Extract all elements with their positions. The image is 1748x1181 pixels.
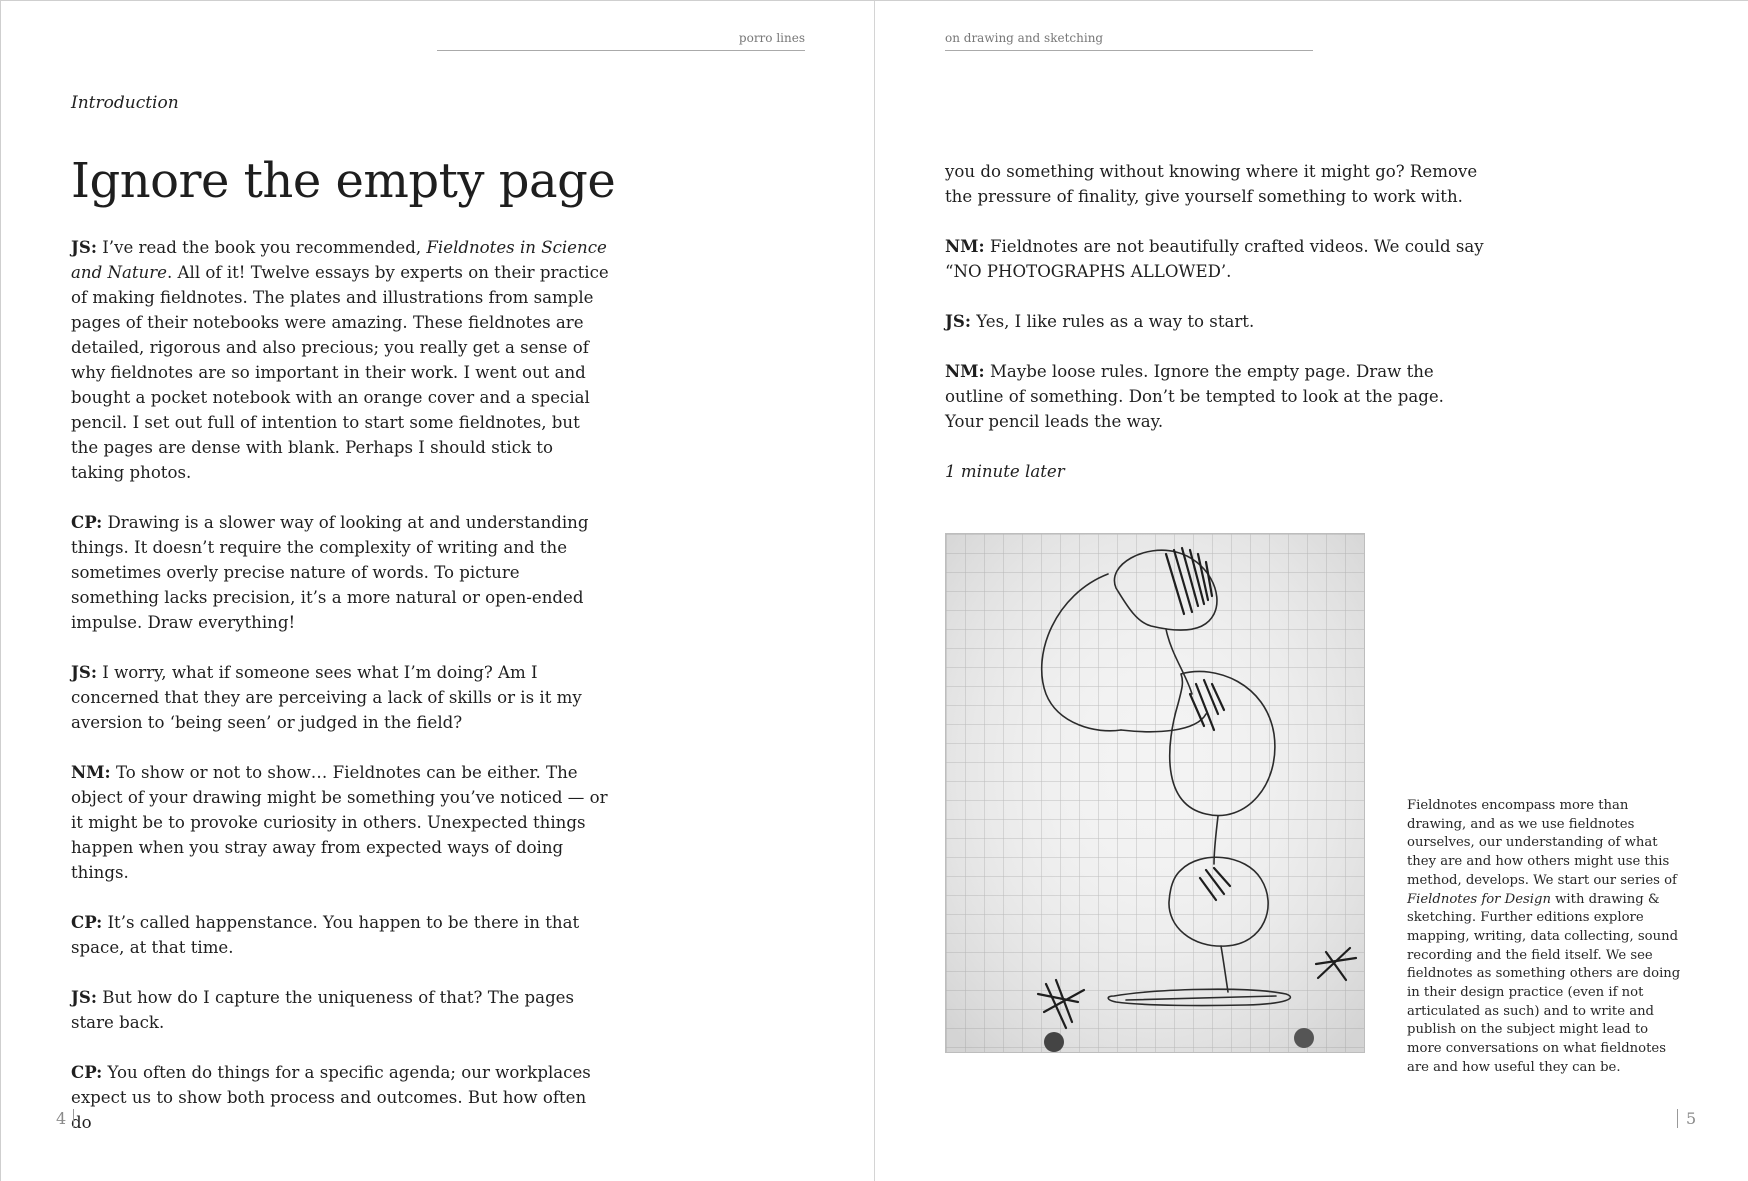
sidenote	[1407, 797, 1683, 1078]
speaker-label: NM:	[945, 236, 985, 256]
paragraph-text: . All of it! Twelve essays by experts on their practice of making fieldnotes. The plates and illustrations from sample pages of their notebooks were amazing. These fieldnotes are detailed, rigorous and also precious; you really get a sense of why fieldnotes are so important in their work. I went out and bought a pocket notebook with an orange cover and a special pencil. I set out full of intention to start some fieldnotes, but the pages are dense with blank. Perhaps I should stick to taking photos.	[71, 263, 609, 482]
sidenote-text: with drawing & sketching. Further editions explore mapping, writing, data collecting, sound recording and the field itself. We see fieldnotes as something others are doing in their design practice (even if not articulated as such) and to write and publish on the subject might lead to more conversations on what fieldnotes are and how useful they can be.	[1407, 891, 1681, 1075]
running-head-right: on drawing and sketching	[945, 31, 1313, 51]
left-page	[1, 1, 875, 1181]
paragraph-text: Maybe loose rules. Ignore the empty page. Draw the outline of something. Don’t be tempted to look at the page. Your pencil leads the way.	[945, 362, 1444, 431]
speaker-label: JS:	[71, 237, 97, 257]
series-title: Fieldnotes for Design	[1407, 891, 1551, 907]
paragraph	[71, 660, 611, 735]
speaker-label: JS:	[71, 987, 97, 1007]
page-number-left: 4	[56, 1109, 74, 1128]
paragraph	[945, 309, 1485, 334]
speaker-label: JS:	[945, 311, 971, 331]
right-page	[875, 1, 1748, 1181]
speaker-label: CP:	[71, 912, 103, 932]
page-title: Ignore the empty page	[71, 153, 616, 209]
paragraph	[71, 910, 611, 960]
paragraph	[71, 235, 611, 485]
paragraph-text: I’ve read the book you recommended,	[96, 238, 427, 257]
paragraph	[71, 1060, 611, 1135]
speaker-label: CP:	[71, 512, 103, 532]
paragraph	[945, 234, 1485, 284]
paragraph-text: Drawing is a slower way of looking at and understanding things. It doesn’t require the complexity of writing and the sometimes overly precise nature of words. To picture something lacks precision, it’s a more natural or open-ended impulse. Draw everything!	[71, 513, 589, 632]
speaker-label: JS:	[71, 662, 97, 682]
paragraph	[71, 510, 611, 635]
sketch-photo	[945, 533, 1365, 1053]
continuation-paragraph: you do something without knowing where it might go? Remove the pressure of finality, give yourself something to work with.	[945, 162, 1478, 206]
speaker-label: NM:	[945, 361, 985, 381]
paragraph-text: Fieldnotes are not beautifully crafted videos. We could say “NO PHOTOGRAPHS ALLOWED’.	[945, 237, 1484, 281]
paragraph	[71, 985, 611, 1035]
section-kicker: Introduction	[71, 93, 179, 113]
book-title: Fieldnotes in Science and Nature	[71, 238, 607, 282]
sidenote-text: Fieldnotes encompass more than drawing, and as we use fieldnotes ourselves, our understanding of what they are and how others might use this method, develops. We start our series of	[1407, 798, 1677, 888]
pencil-sketch-on-grid	[946, 534, 1365, 1053]
paragraph-text: Yes, I like rules as a way to start.	[970, 312, 1255, 331]
speaker-label: NM:	[71, 762, 111, 782]
left-body-text	[71, 235, 611, 1160]
paragraph-text: To show or not to show… Fieldnotes can be either. The object of your drawing might be something you’ve noticed — or it might be to provoke curiosity in others. Unexpected things happen when you stray away from expected ways of doing things.	[71, 763, 608, 882]
paragraph	[945, 359, 1485, 434]
paragraph-text: You often do things for a specific agenda; our workplaces expect us to show both process and outcomes. But how often do	[71, 1063, 591, 1132]
paragraph-text: I worry, what if someone sees what I’m doing? Am I concerned that they are perceiving a lack of skills or is it my aversion to ‘being seen’ or judged in the field?	[71, 663, 582, 732]
right-body-text	[945, 159, 1485, 509]
page-number-right: 5	[1677, 1109, 1696, 1128]
time-note: 1 minute later	[945, 462, 1065, 481]
speaker-label: CP:	[71, 1062, 103, 1082]
running-head-left: porro lines	[437, 31, 805, 51]
paragraph-text: But how do I capture the uniqueness of that? The pages stare back.	[71, 988, 575, 1032]
paragraph	[71, 760, 611, 885]
paragraph-text: It’s called happenstance. You happen to be there in that space, at that time.	[71, 913, 580, 957]
